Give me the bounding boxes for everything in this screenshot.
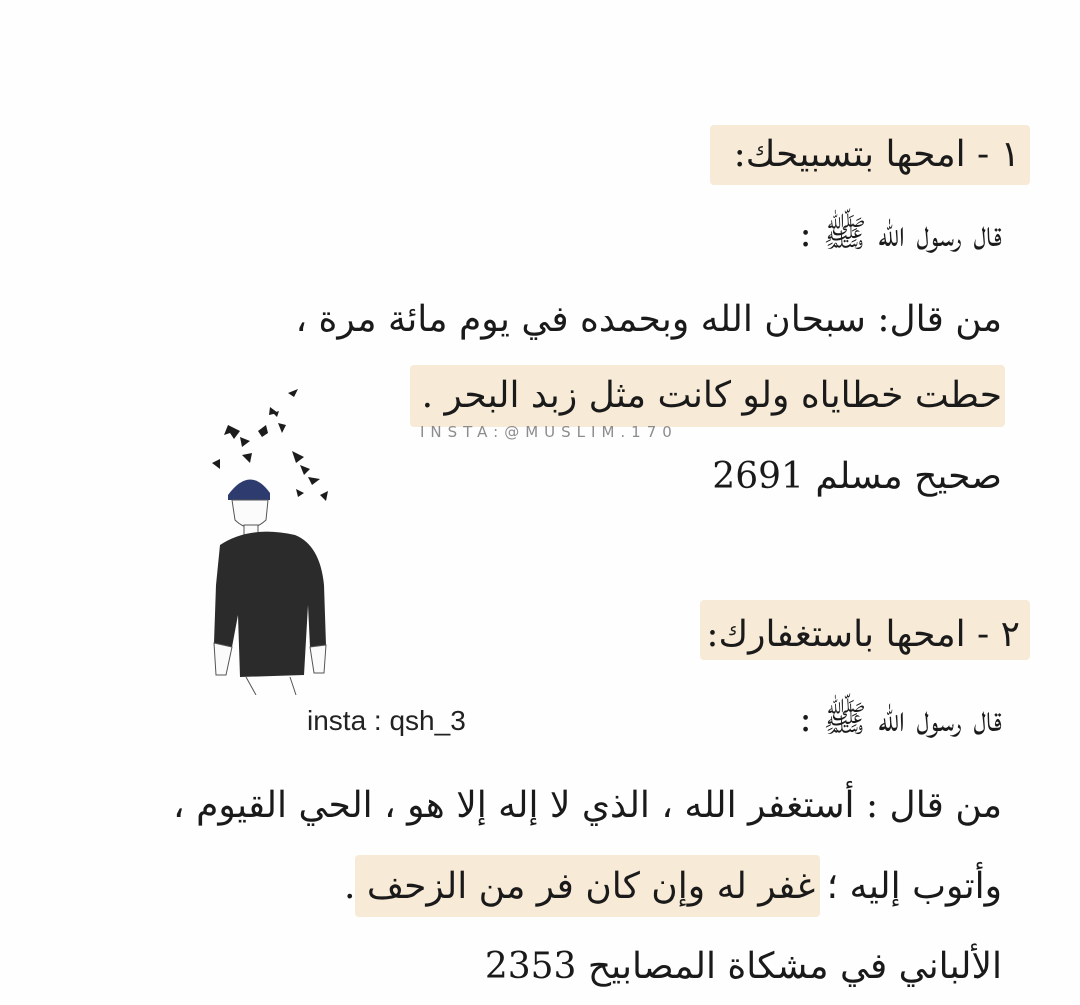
section1-intro: قال رسول الله ﷺ : bbox=[799, 214, 1002, 255]
hat-icon bbox=[228, 479, 270, 500]
shirt-icon bbox=[214, 532, 326, 677]
section2-line1: من قال : أستغفر الله ، الذي لا إله إلا هو ، الحي القيوم ، bbox=[173, 785, 1002, 826]
watermark-insta-muslim: INSTA:@MUSLIM.170 bbox=[420, 423, 678, 441]
birds-icon bbox=[212, 389, 328, 501]
section2-intro: قال رسول الله ﷺ : bbox=[799, 699, 1002, 740]
section2-source: الألباني في مشكاة المصابيح 2353 bbox=[484, 946, 1002, 987]
section1-line2: حطت خطاياه ولو كانت مثل زبد البحر . bbox=[421, 375, 1002, 416]
section2-heading: ٢ - امحها باستغفارك: bbox=[706, 614, 1020, 655]
section1-line1: من قال: سبحان الله وبحمده في يوم مائة مرة ، bbox=[295, 299, 1002, 340]
section1-source: صحيح مسلم 2691 bbox=[712, 456, 1002, 497]
section2-line2: وأتوب إليه ؛ غفر له وإن كان فر من الزحف . bbox=[343, 866, 1002, 907]
watermark-insta-qsh: insta : qsh_3 bbox=[307, 705, 466, 736]
section1-heading: ١ - امحها بتسبيحك: bbox=[733, 134, 1020, 175]
man-with-birds-illustration bbox=[200, 385, 350, 695]
